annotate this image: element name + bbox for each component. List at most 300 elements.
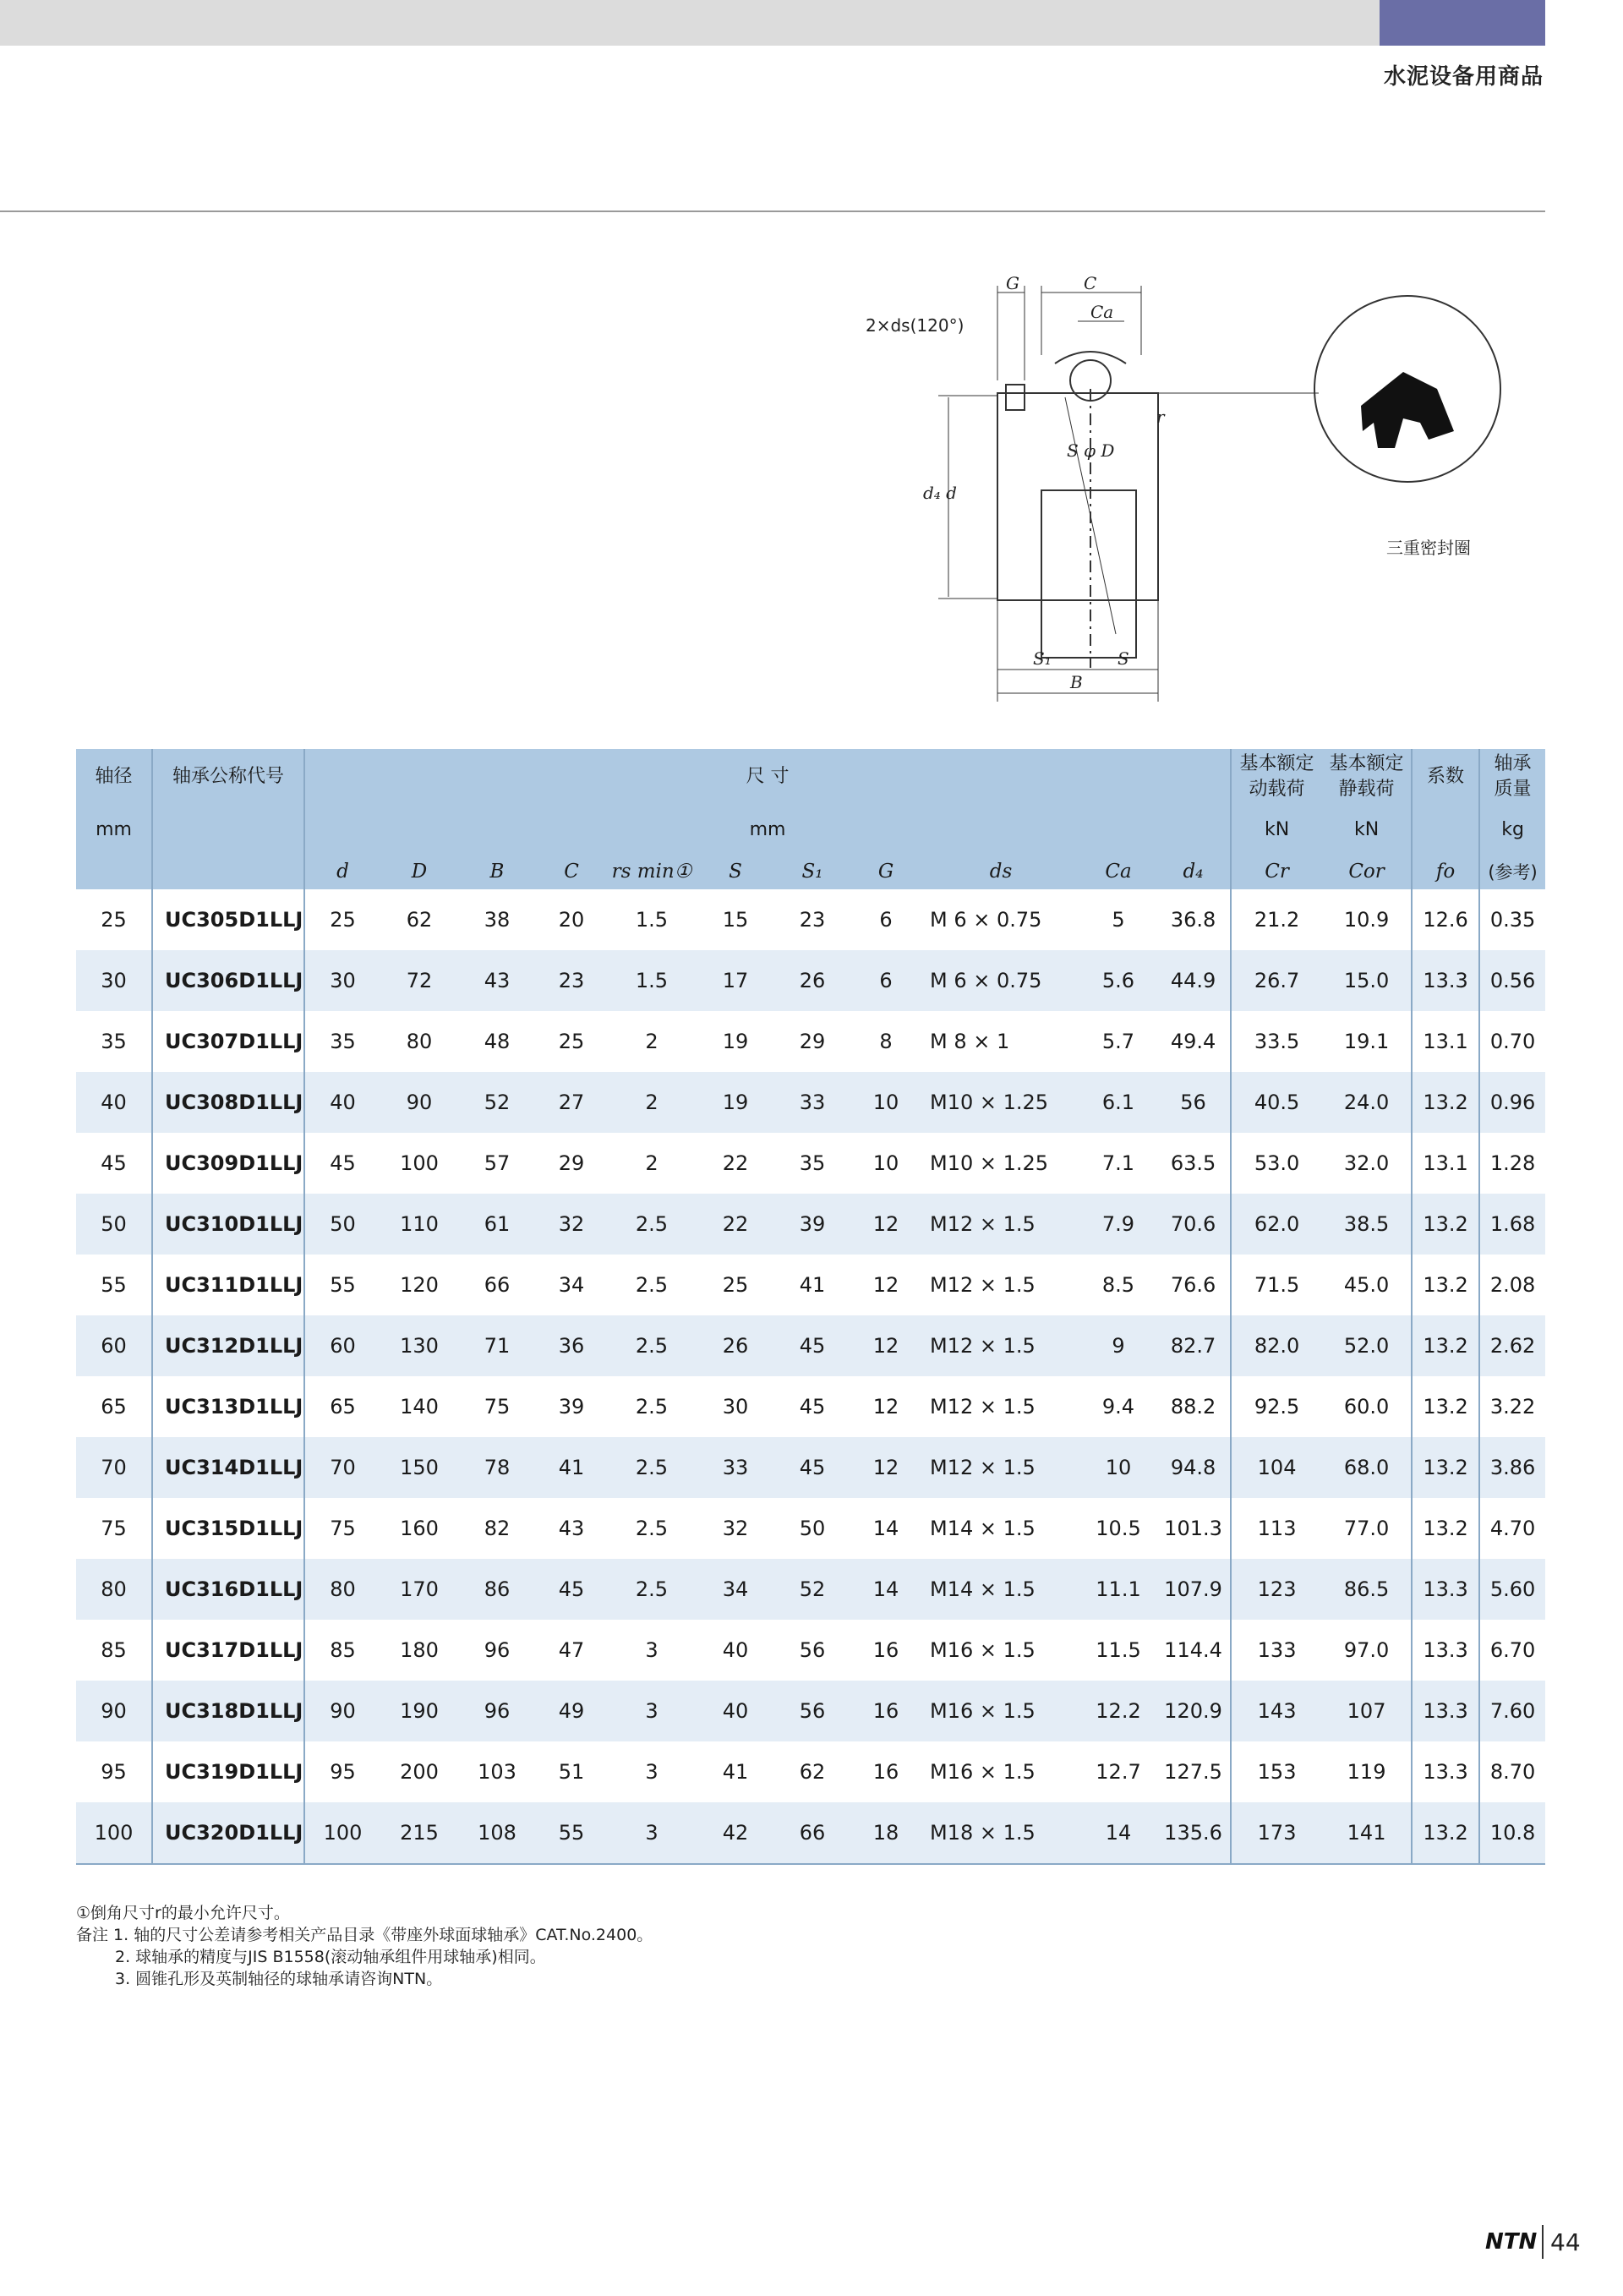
cell-D: 215 — [380, 1802, 458, 1864]
cell-shaft-dia: 75 — [101, 1517, 127, 1540]
cell-mass: 6.70 — [1479, 1620, 1545, 1681]
cell-D: 72 — [380, 950, 458, 1011]
sym-S: S — [697, 854, 774, 889]
cell-C: 45 — [536, 1559, 607, 1620]
label-Ca: Ca — [1090, 302, 1114, 322]
cell-rs-min: 3 — [645, 1760, 658, 1784]
unit-dyn: kN — [1231, 805, 1322, 854]
cell-D: 190 — [380, 1681, 458, 1741]
cell-shaft-dia: 50 — [76, 1194, 152, 1255]
cell-C: 43 — [558, 1517, 585, 1540]
cell-B: 78 — [458, 1437, 536, 1498]
cell-ds: M14 × 1.5 — [921, 1559, 1080, 1620]
table-row — [76, 1681, 1545, 1741]
cell-rs-min: 1.5 — [607, 950, 697, 1011]
cell-D: 140 — [400, 1395, 439, 1419]
table-row — [76, 1072, 1545, 1133]
cell-Cr: 133 — [1231, 1620, 1322, 1681]
notes — [76, 1902, 653, 1990]
cell-shaft-dia: 85 — [101, 1638, 127, 1662]
table-row — [76, 1133, 1545, 1194]
cell-S1: 29 — [799, 1030, 826, 1053]
cell-C: 39 — [558, 1395, 585, 1419]
top-bar — [0, 0, 1380, 46]
cell-S1: 26 — [774, 950, 850, 1011]
cell-Cr: 143 — [1231, 1681, 1322, 1741]
sym-D: D — [380, 854, 458, 889]
cell-G: 12 — [850, 1194, 921, 1255]
bearing-spec-table — [76, 749, 1545, 1865]
cell-Cor: 86.5 — [1322, 1559, 1412, 1620]
cell-bearing-no: UC315D1LLJ — [152, 1498, 304, 1559]
remark-1: 备注 1. 轴的尺寸公差请参考相关产品目录《带座外球面球轴承》CAT.No.2400。 — [76, 1926, 653, 1944]
cell-Cor: 15.0 — [1322, 950, 1412, 1011]
sym-B: B — [458, 854, 536, 889]
cell-ds: M12 × 1.5 — [930, 1273, 1036, 1297]
cell-shaft-dia: 40 — [76, 1072, 152, 1133]
cell-S: 40 — [722, 1638, 749, 1662]
table-row — [76, 1498, 1545, 1559]
cell-S: 30 — [722, 1395, 749, 1419]
cell-fo: 12.6 — [1412, 889, 1479, 950]
cell-Cr: 153 — [1231, 1741, 1322, 1802]
cell-rs-min: 2 — [607, 1072, 697, 1133]
cell-B: 96 — [484, 1638, 511, 1662]
label-C: C — [1084, 273, 1097, 293]
cell-D: 90 — [380, 1072, 458, 1133]
cell-S1: 62 — [799, 1760, 826, 1784]
cell-D: 120 — [400, 1273, 439, 1297]
cell-rs-min: 2 — [645, 1151, 658, 1175]
bearing-drawing — [845, 262, 1555, 719]
th-static-load: 基本额定 静载荷 — [1322, 749, 1412, 805]
cell-S: 26 — [697, 1315, 774, 1376]
cell-C: 49 — [536, 1681, 607, 1741]
table-row — [76, 1620, 1545, 1681]
cell-fo: 13.2 — [1412, 1498, 1479, 1559]
cell-G: 16 — [872, 1638, 899, 1662]
cell-mass: 7.60 — [1479, 1681, 1545, 1741]
sym-G: G — [850, 854, 921, 889]
cell-Ca: 11.1 — [1080, 1559, 1156, 1620]
cell-S1: 45 — [774, 1437, 850, 1498]
cell-shaft-dia: 70 — [76, 1437, 152, 1498]
cell-Cr: 21.2 — [1231, 889, 1322, 950]
cell-G: 12 — [872, 1273, 899, 1297]
cell-Cor: 10.9 — [1343, 908, 1390, 932]
cell-bearing-no: UC307D1LLJ — [152, 1011, 304, 1072]
cell-ds: M 6 × 0.75 — [921, 950, 1080, 1011]
cell-shaft-dia: 35 — [101, 1030, 127, 1053]
cell-D: 150 — [380, 1437, 458, 1498]
unit-shaft: mm — [76, 805, 152, 854]
cell-fo: 13.2 — [1412, 1194, 1479, 1255]
table-row — [76, 1437, 1545, 1498]
cell-Ca: 12.2 — [1080, 1681, 1156, 1741]
cell-d4: 70.6 — [1156, 1194, 1231, 1255]
cell-fo: 13.2 — [1412, 1802, 1479, 1864]
cell-Cor: 97.0 — [1343, 1638, 1390, 1662]
cell-shaft-dia: 25 — [101, 908, 127, 932]
cell-S: 40 — [697, 1681, 774, 1741]
cell-D: 110 — [380, 1194, 458, 1255]
cell-Cor: 77.0 — [1343, 1517, 1390, 1540]
cell-ds: M 8 × 1 — [930, 1030, 1010, 1053]
page-number-divider — [1542, 2225, 1544, 2259]
cell-B: 71 — [458, 1315, 536, 1376]
cell-rs-min: 2.5 — [635, 1273, 669, 1297]
cell-G: 14 — [872, 1517, 899, 1540]
cell-B: 61 — [458, 1194, 536, 1255]
cell-d4: 135.6 — [1156, 1802, 1231, 1864]
section-title: 水泥设备用商品 — [1383, 64, 1544, 90]
cell-bearing-no: UC306D1LLJ — [152, 950, 304, 1011]
cell-S1: 45 — [774, 1315, 850, 1376]
th-shaft-dia: 轴径 — [76, 749, 152, 805]
cell-Ca: 9.4 — [1101, 1395, 1135, 1419]
cell-Cor: 24.0 — [1322, 1072, 1412, 1133]
cell-d4: 88.2 — [1170, 1395, 1216, 1419]
sym-Cor: Cor — [1322, 854, 1412, 889]
cell-ds: M12 × 1.5 — [930, 1395, 1036, 1419]
cell-d4: 120.9 — [1156, 1681, 1231, 1741]
outer-ring-outline — [997, 393, 1158, 600]
cell-Cor: 60.0 — [1343, 1395, 1390, 1419]
set-screw — [1006, 385, 1025, 410]
footnote: ①倒角尺寸r的最小允许尺寸。 — [76, 1904, 290, 1922]
cell-shaft-dia: 65 — [101, 1395, 127, 1419]
cell-shaft-dia: 55 — [101, 1273, 127, 1297]
cell-rs-min: 2.5 — [635, 1395, 669, 1419]
cell-fo: 13.1 — [1412, 1011, 1479, 1072]
label-ds: 2×ds(120°) — [866, 315, 965, 336]
cell-D: 180 — [400, 1638, 439, 1662]
cell-d4: 114.4 — [1164, 1638, 1222, 1662]
cell-C: 41 — [536, 1437, 607, 1498]
page-number: 44 — [1550, 2228, 1581, 2256]
cell-S1: 23 — [799, 908, 826, 932]
inner-ring-outline — [1041, 490, 1136, 658]
cell-Cor: 19.1 — [1343, 1030, 1390, 1053]
cell-D: 100 — [400, 1151, 439, 1175]
bearing-cross-section — [845, 262, 1555, 719]
cell-Ca: 5.6 — [1080, 950, 1156, 1011]
cell-fo: 13.3 — [1412, 1620, 1479, 1681]
label-d4-d: d₄ d — [923, 483, 957, 503]
cell-rs-min: 2 — [645, 1030, 658, 1053]
cell-S1: 52 — [774, 1559, 850, 1620]
cell-d4: 127.5 — [1164, 1760, 1222, 1784]
unit-mass: kg — [1479, 805, 1545, 854]
cell-shaft-dia: 80 — [76, 1559, 152, 1620]
cell-ds: M16 × 1.5 — [930, 1638, 1036, 1662]
cell-bearing-no: UC309D1LLJ — [152, 1133, 304, 1194]
cell-C: 32 — [536, 1194, 607, 1255]
cell-B: 82 — [484, 1517, 511, 1540]
cell-C: 55 — [536, 1802, 607, 1864]
table-row — [76, 1255, 1545, 1315]
cell-G: 12 — [850, 1315, 921, 1376]
cell-S1: 35 — [799, 1151, 826, 1175]
cell-Ca: 8.5 — [1101, 1273, 1135, 1297]
cell-B: 66 — [484, 1273, 511, 1297]
cell-shaft-dia: 45 — [101, 1151, 127, 1175]
cell-Cor: 45.0 — [1343, 1273, 1390, 1297]
table-row — [76, 889, 1545, 950]
cell-mass: 10.8 — [1479, 1802, 1545, 1864]
cell-Cr: 26.7 — [1231, 950, 1322, 1011]
cell-Cr: 92.5 — [1231, 1376, 1322, 1437]
cell-rs-min: 3 — [607, 1681, 697, 1741]
cell-B: 108 — [458, 1802, 536, 1864]
cell-S: 15 — [722, 908, 749, 932]
cell-ds: M18 × 1.5 — [921, 1802, 1080, 1864]
cell-G: 14 — [850, 1559, 921, 1620]
cell-Cr: 113 — [1231, 1498, 1322, 1559]
cell-Cr: 104 — [1231, 1437, 1322, 1498]
cell-Ca: 5 — [1112, 908, 1125, 932]
cell-d4: 56 — [1156, 1072, 1231, 1133]
cell-S: 42 — [697, 1802, 774, 1864]
label-S: S — [1118, 648, 1129, 669]
cell-Cr: 62.0 — [1231, 1194, 1322, 1255]
cell-d4: 44.9 — [1156, 950, 1231, 1011]
cell-ds: M12 × 1.5 — [921, 1315, 1080, 1376]
triple-seal-icon — [1361, 372, 1454, 448]
cell-bearing-no: UC317D1LLJ — [152, 1620, 304, 1681]
cell-S1: 45 — [799, 1395, 826, 1419]
cell-Cor: 32.0 — [1343, 1151, 1390, 1175]
label-S-phi-D: S φ D — [1067, 440, 1115, 461]
cell-S: 41 — [722, 1760, 749, 1784]
cell-S: 34 — [697, 1559, 774, 1620]
table-body — [76, 889, 1545, 1864]
remark-3: 3. 圆锥孔形及英制轴径的球轴承请咨询NTN。 — [115, 1970, 443, 1988]
remark-2: 2. 球轴承的精度与JIS B1558(滚动轴承组件用球轴承)相同。 — [115, 1948, 546, 1966]
cell-d: 80 — [304, 1559, 380, 1620]
brand-logo: NTN — [1485, 2229, 1538, 2255]
cell-bearing-no: UC319D1LLJ — [152, 1741, 304, 1802]
cell-bearing-no: UC318D1LLJ — [152, 1681, 304, 1741]
cell-S: 22 — [722, 1151, 749, 1175]
table-row — [76, 950, 1545, 1011]
cell-d: 30 — [304, 950, 380, 1011]
cell-S: 19 — [697, 1072, 774, 1133]
th-mass: 轴承 质量 — [1479, 749, 1545, 805]
sym-S1: S₁ — [774, 854, 850, 889]
cell-D: 62 — [406, 908, 433, 932]
cell-G: 18 — [850, 1802, 921, 1864]
cell-ds: M12 × 1.5 — [921, 1437, 1080, 1498]
table-row — [76, 1802, 1545, 1864]
cell-d4: 36.8 — [1170, 908, 1216, 932]
cell-Cr: 82.0 — [1231, 1315, 1322, 1376]
cell-G: 10 — [872, 1151, 899, 1175]
cell-G: 8 — [879, 1030, 893, 1053]
cell-d4: 82.7 — [1156, 1315, 1231, 1376]
cell-Ca: 5.7 — [1101, 1030, 1135, 1053]
th-bearing-no: 轴承公称代号 — [152, 749, 304, 805]
sym-d4: d₄ — [1156, 854, 1231, 889]
cell-fo: 13.3 — [1412, 950, 1479, 1011]
cell-Cr: 53.0 — [1231, 1133, 1322, 1194]
cell-Cr: 123 — [1231, 1559, 1322, 1620]
cell-mass: 5.60 — [1479, 1559, 1545, 1620]
cell-shaft-dia: 95 — [101, 1760, 127, 1784]
cell-rs-min: 2.5 — [607, 1559, 697, 1620]
cell-d: 65 — [304, 1376, 380, 1437]
cell-C: 27 — [536, 1072, 607, 1133]
cell-bearing-no: UC316D1LLJ — [152, 1559, 304, 1620]
top-arc — [1055, 352, 1126, 364]
cell-mass: 1.68 — [1479, 1194, 1545, 1255]
cell-mass: 2.62 — [1479, 1315, 1545, 1376]
cell-ds: M10 × 1.25 — [921, 1072, 1080, 1133]
cell-S1: 56 — [774, 1681, 850, 1741]
sym-ds: ds — [921, 854, 1080, 889]
cell-Ca: 7.9 — [1080, 1194, 1156, 1255]
table-row — [76, 1741, 1545, 1802]
sym-ref: (参考) — [1479, 854, 1545, 889]
cell-B: 57 — [484, 1151, 511, 1175]
cell-d: 55 — [304, 1255, 380, 1315]
cell-d: 75 — [304, 1498, 380, 1559]
cell-Cr: 33.5 — [1231, 1011, 1322, 1072]
sym-fo: fo — [1412, 854, 1479, 889]
cell-Ca: 10 — [1080, 1437, 1156, 1498]
cell-shaft-dia: 60 — [76, 1315, 152, 1376]
table-row — [76, 1194, 1545, 1255]
cell-rs-min: 2.5 — [607, 1437, 697, 1498]
cell-G: 12 — [872, 1395, 899, 1419]
cell-C: 23 — [536, 950, 607, 1011]
cell-bearing-no: UC308D1LLJ — [152, 1072, 304, 1133]
sym-Cr: Cr — [1231, 854, 1322, 889]
cell-Ca: 11.5 — [1096, 1638, 1141, 1662]
cell-bearing-no: UC312D1LLJ — [152, 1315, 304, 1376]
cell-rs-min: 2.5 — [635, 1517, 669, 1540]
cell-C: 51 — [558, 1760, 585, 1784]
section-tab — [1380, 0, 1545, 46]
cell-Cr: 71.5 — [1231, 1255, 1322, 1315]
cell-bearing-no: UC320D1LLJ — [152, 1802, 304, 1864]
cell-C: 36 — [536, 1315, 607, 1376]
cell-d: 100 — [304, 1802, 380, 1864]
cell-fo: 13.2 — [1412, 1437, 1479, 1498]
cell-d: 45 — [304, 1133, 380, 1194]
cell-Cor: 68.0 — [1322, 1437, 1412, 1498]
cell-Cr: 173 — [1231, 1802, 1322, 1864]
cell-G: 6 — [850, 950, 921, 1011]
cell-d4: 107.9 — [1156, 1559, 1231, 1620]
cell-fo: 13.2 — [1412, 1255, 1479, 1315]
cell-G: 16 — [872, 1760, 899, 1784]
sym-C: C — [536, 854, 607, 889]
cell-S: 25 — [722, 1273, 749, 1297]
cell-d4: 49.4 — [1170, 1030, 1216, 1053]
th-factor: 系数 — [1412, 749, 1479, 805]
table-row — [76, 1559, 1545, 1620]
cell-rs-min: 1.5 — [635, 908, 669, 932]
cell-S: 32 — [722, 1517, 749, 1540]
cell-bearing-no: UC311D1LLJ — [152, 1255, 304, 1315]
cell-d4: 63.5 — [1170, 1151, 1216, 1175]
cell-ds: M14 × 1.5 — [930, 1517, 1036, 1540]
cell-mass: 0.35 — [1479, 889, 1545, 950]
table-row — [76, 1376, 1545, 1437]
cell-Ca: 10.5 — [1096, 1517, 1141, 1540]
cell-C: 47 — [558, 1638, 585, 1662]
cell-Ca: 6.1 — [1080, 1072, 1156, 1133]
cell-mass: 2.08 — [1479, 1255, 1545, 1315]
cell-Cor: 38.5 — [1322, 1194, 1412, 1255]
cell-S1: 39 — [774, 1194, 850, 1255]
cell-S1: 50 — [799, 1517, 826, 1540]
cell-B: 103 — [478, 1760, 516, 1784]
label-r: r — [1156, 407, 1165, 427]
cell-d: 35 — [304, 1011, 380, 1072]
label-S1: S₁ — [1033, 648, 1052, 669]
sym-d: d — [304, 854, 380, 889]
cell-B: 86 — [458, 1559, 536, 1620]
cell-S: 17 — [697, 950, 774, 1011]
cell-S1: 56 — [799, 1638, 826, 1662]
cell-fo: 13.3 — [1412, 1681, 1479, 1741]
cell-fo: 13.3 — [1412, 1559, 1479, 1620]
cell-mass: 3.22 — [1479, 1376, 1545, 1437]
th-dynamic-load: 基本额定 动载荷 — [1231, 749, 1322, 805]
cell-D: 170 — [380, 1559, 458, 1620]
cell-S1: 41 — [799, 1273, 826, 1297]
sym-Ca: Ca — [1080, 854, 1156, 889]
cell-B: 75 — [484, 1395, 511, 1419]
cell-S: 19 — [722, 1030, 749, 1053]
cell-Cor: 52.0 — [1322, 1315, 1412, 1376]
cell-S1: 66 — [774, 1802, 850, 1864]
cell-mass: 4.70 — [1479, 1498, 1545, 1559]
cell-ds: M10 × 1.25 — [930, 1151, 1049, 1175]
label-G: G — [1006, 273, 1019, 293]
table-header — [76, 749, 1545, 889]
cell-S1: 33 — [774, 1072, 850, 1133]
cell-fo: 13.2 — [1412, 1072, 1479, 1133]
cell-rs-min: 3 — [645, 1638, 658, 1662]
cell-shaft-dia: 90 — [76, 1681, 152, 1741]
table-row — [76, 1315, 1545, 1376]
cell-rs-min: 2.5 — [607, 1315, 697, 1376]
cell-S: 22 — [697, 1194, 774, 1255]
cell-d: 50 — [304, 1194, 380, 1255]
seal-caption: 三重密封圈 — [1386, 538, 1471, 558]
cell-C: 34 — [558, 1273, 585, 1297]
cell-Ca: 7.1 — [1101, 1151, 1135, 1175]
cell-ds: M16 × 1.5 — [921, 1681, 1080, 1741]
cell-D: 80 — [406, 1030, 433, 1053]
cell-D: 130 — [380, 1315, 458, 1376]
cell-B: 43 — [458, 950, 536, 1011]
cell-d: 70 — [304, 1437, 380, 1498]
table-row — [76, 1011, 1545, 1072]
cell-mass: 1.28 — [1479, 1133, 1545, 1194]
header-divider — [0, 210, 1545, 212]
cell-d: 25 — [304, 889, 380, 950]
cell-fo: 13.1 — [1412, 1133, 1479, 1194]
cell-C: 29 — [558, 1151, 585, 1175]
cell-G: 10 — [850, 1072, 921, 1133]
cell-Ca: 9 — [1080, 1315, 1156, 1376]
cell-B: 52 — [458, 1072, 536, 1133]
cell-d: 40 — [304, 1072, 380, 1133]
